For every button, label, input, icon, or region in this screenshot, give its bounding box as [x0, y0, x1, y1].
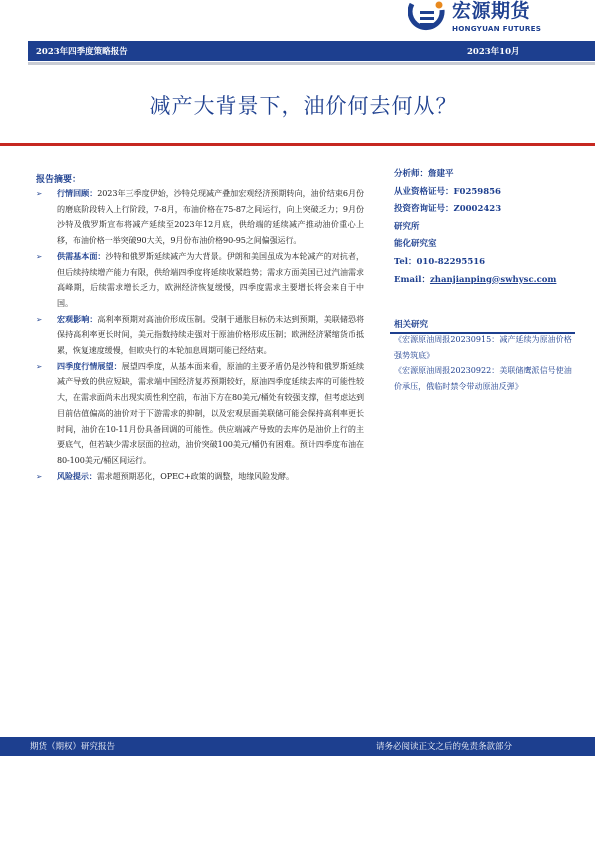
- arrow-bullet-icon: ➢: [36, 189, 43, 198]
- advisory-number: 投资咨询证号：Z0002423: [394, 204, 502, 215]
- email-label: Email：: [394, 274, 430, 285]
- summary-item-label: 供需基本面：: [57, 250, 106, 261]
- analyst-email-row: [394, 273, 574, 291]
- summary-item-market-review: [36, 186, 364, 249]
- related-list: [394, 332, 574, 394]
- summary-item-text: 沙特和俄罗斯延续减产为大背景。伊朗和美国虽成为本轮减产的对抗者，但后续持续增产能力有限，供给端四季度将延续收紧趋势；需求方面美国已过汽油需求高峰期，后续需求增长乏力，欧洲经济恢复缓慢，四季度需求主要增长将会来自于中国。: [57, 251, 364, 308]
- summary-item-text: 2023年三季度伊始，沙特兑现减产叠加宏观经济预期转向，油价结束6月份的磨底阶段转入上行阶段，7-8月，布油价格在75-87之间运行，向上突破乏力；9月份沙特及俄罗斯宣布将减产延续至2023年12月底，供给端的延续减产推动油价重心上移，布油价格一举突破90大关，9月份布油价格90-95之间偏强运行。: [57, 189, 364, 246]
- title-divider: [0, 143, 595, 146]
- footer-bar: [0, 737, 595, 756]
- arrow-bullet-icon: ➢: [36, 314, 43, 324]
- footer-disclaimer: 请务必阅读正文之后的免责条款部分: [376, 742, 513, 752]
- analyst-info: [394, 167, 574, 290]
- related-item: 《宏源原油周报20230915：减产延续为原油价格强势筑底》: [394, 335, 572, 360]
- summary-item-macro: [36, 312, 364, 359]
- summary-item-text: 需求超预期恶化，OPEC+政策的调整，地缘风险发酵。: [96, 471, 294, 481]
- summary-item-label: 行情回顾：: [57, 188, 98, 198]
- arrow-bullet-icon: ➢: [36, 471, 43, 481]
- logo-text-en: HONGYUAN FUTURES: [452, 24, 542, 33]
- summary-item-label: 宏观影响：: [57, 313, 98, 324]
- arrow-bullet-icon: ➢: [36, 361, 43, 371]
- arrow-bullet-icon: ➢: [36, 251, 43, 261]
- summary-item-label: 四季度行情展望：: [57, 360, 122, 371]
- summary-list: [36, 186, 364, 484]
- qualification-number: 从业资格证号：F0259856: [394, 186, 501, 197]
- summary-item-fundamentals: [36, 249, 364, 312]
- summary-item-outlook: [36, 359, 364, 469]
- report-name: 2023年四季度策略报告: [36, 47, 128, 57]
- related-heading: 相关研究: [394, 320, 429, 330]
- logo-mark-icon: [408, 0, 446, 36]
- summary-item-risk: [36, 469, 364, 485]
- related-item: 《宏源原油周报20230922：美联储鹰派信号使油价承压，俄临时禁令带动原油反弹》: [394, 366, 572, 391]
- company-logo: [408, 0, 558, 36]
- header-divider: [28, 62, 595, 65]
- logo-text-cn: 宏源期货: [452, 0, 531, 22]
- header-bar: [28, 41, 595, 61]
- footer-report-type: 期货（期权）研究报告: [30, 742, 116, 752]
- email-link[interactable]: zhanjianping@swhysc.com: [429, 274, 557, 285]
- institute-name: 能化研究室: [394, 239, 437, 250]
- summary-item-label: 风险提示：: [57, 470, 97, 481]
- analyst-tel: Tel：010-82295516: [394, 256, 486, 267]
- summary-heading: 报告摘要：: [36, 175, 82, 185]
- institute-label: 研究所: [394, 221, 420, 232]
- analyst-name: 分析师：詹建平: [394, 169, 454, 179]
- summary-item-text: 展望四季度，从基本面来看，原油的主要矛盾仍是沙特和俄罗斯延续减产导致的供应短缺，需求端中国经济复苏预期较好，原油四季度延续去库的可能性较大，在需求面尚未出现实质性利空前，布油下方在80美元/桶处有较强支撑，但考虑达到目前估值偏高的油价对于下游需求的抑制，以及宏观层面美联储可能会保持高利率更长时间，油价在10-11月份具备回调的可能性。供应端减产导致的去库仍是油价上行的主要底气，但若缺少需求层面的拉动，油价突破100美元/桶仍有困难。预计四季度布油在80-100美元/桶区间运行。: [57, 361, 365, 465]
- report-date: 2023年10月: [467, 47, 520, 57]
- summary-item-text: 高利率预期对高油价形成压制。受制于通胀目标仍未达到预期，美联储恐将保持高利率更长时间，美元指数持续走强对于原油价格形成压制；欧洲经济紧缩货币抵累，恢复速度缓慢，但欧央行的本轮加息周期可能已经结束。: [57, 314, 365, 356]
- page-title: 减产大背景下，油价何去何从？: [149, 94, 458, 118]
